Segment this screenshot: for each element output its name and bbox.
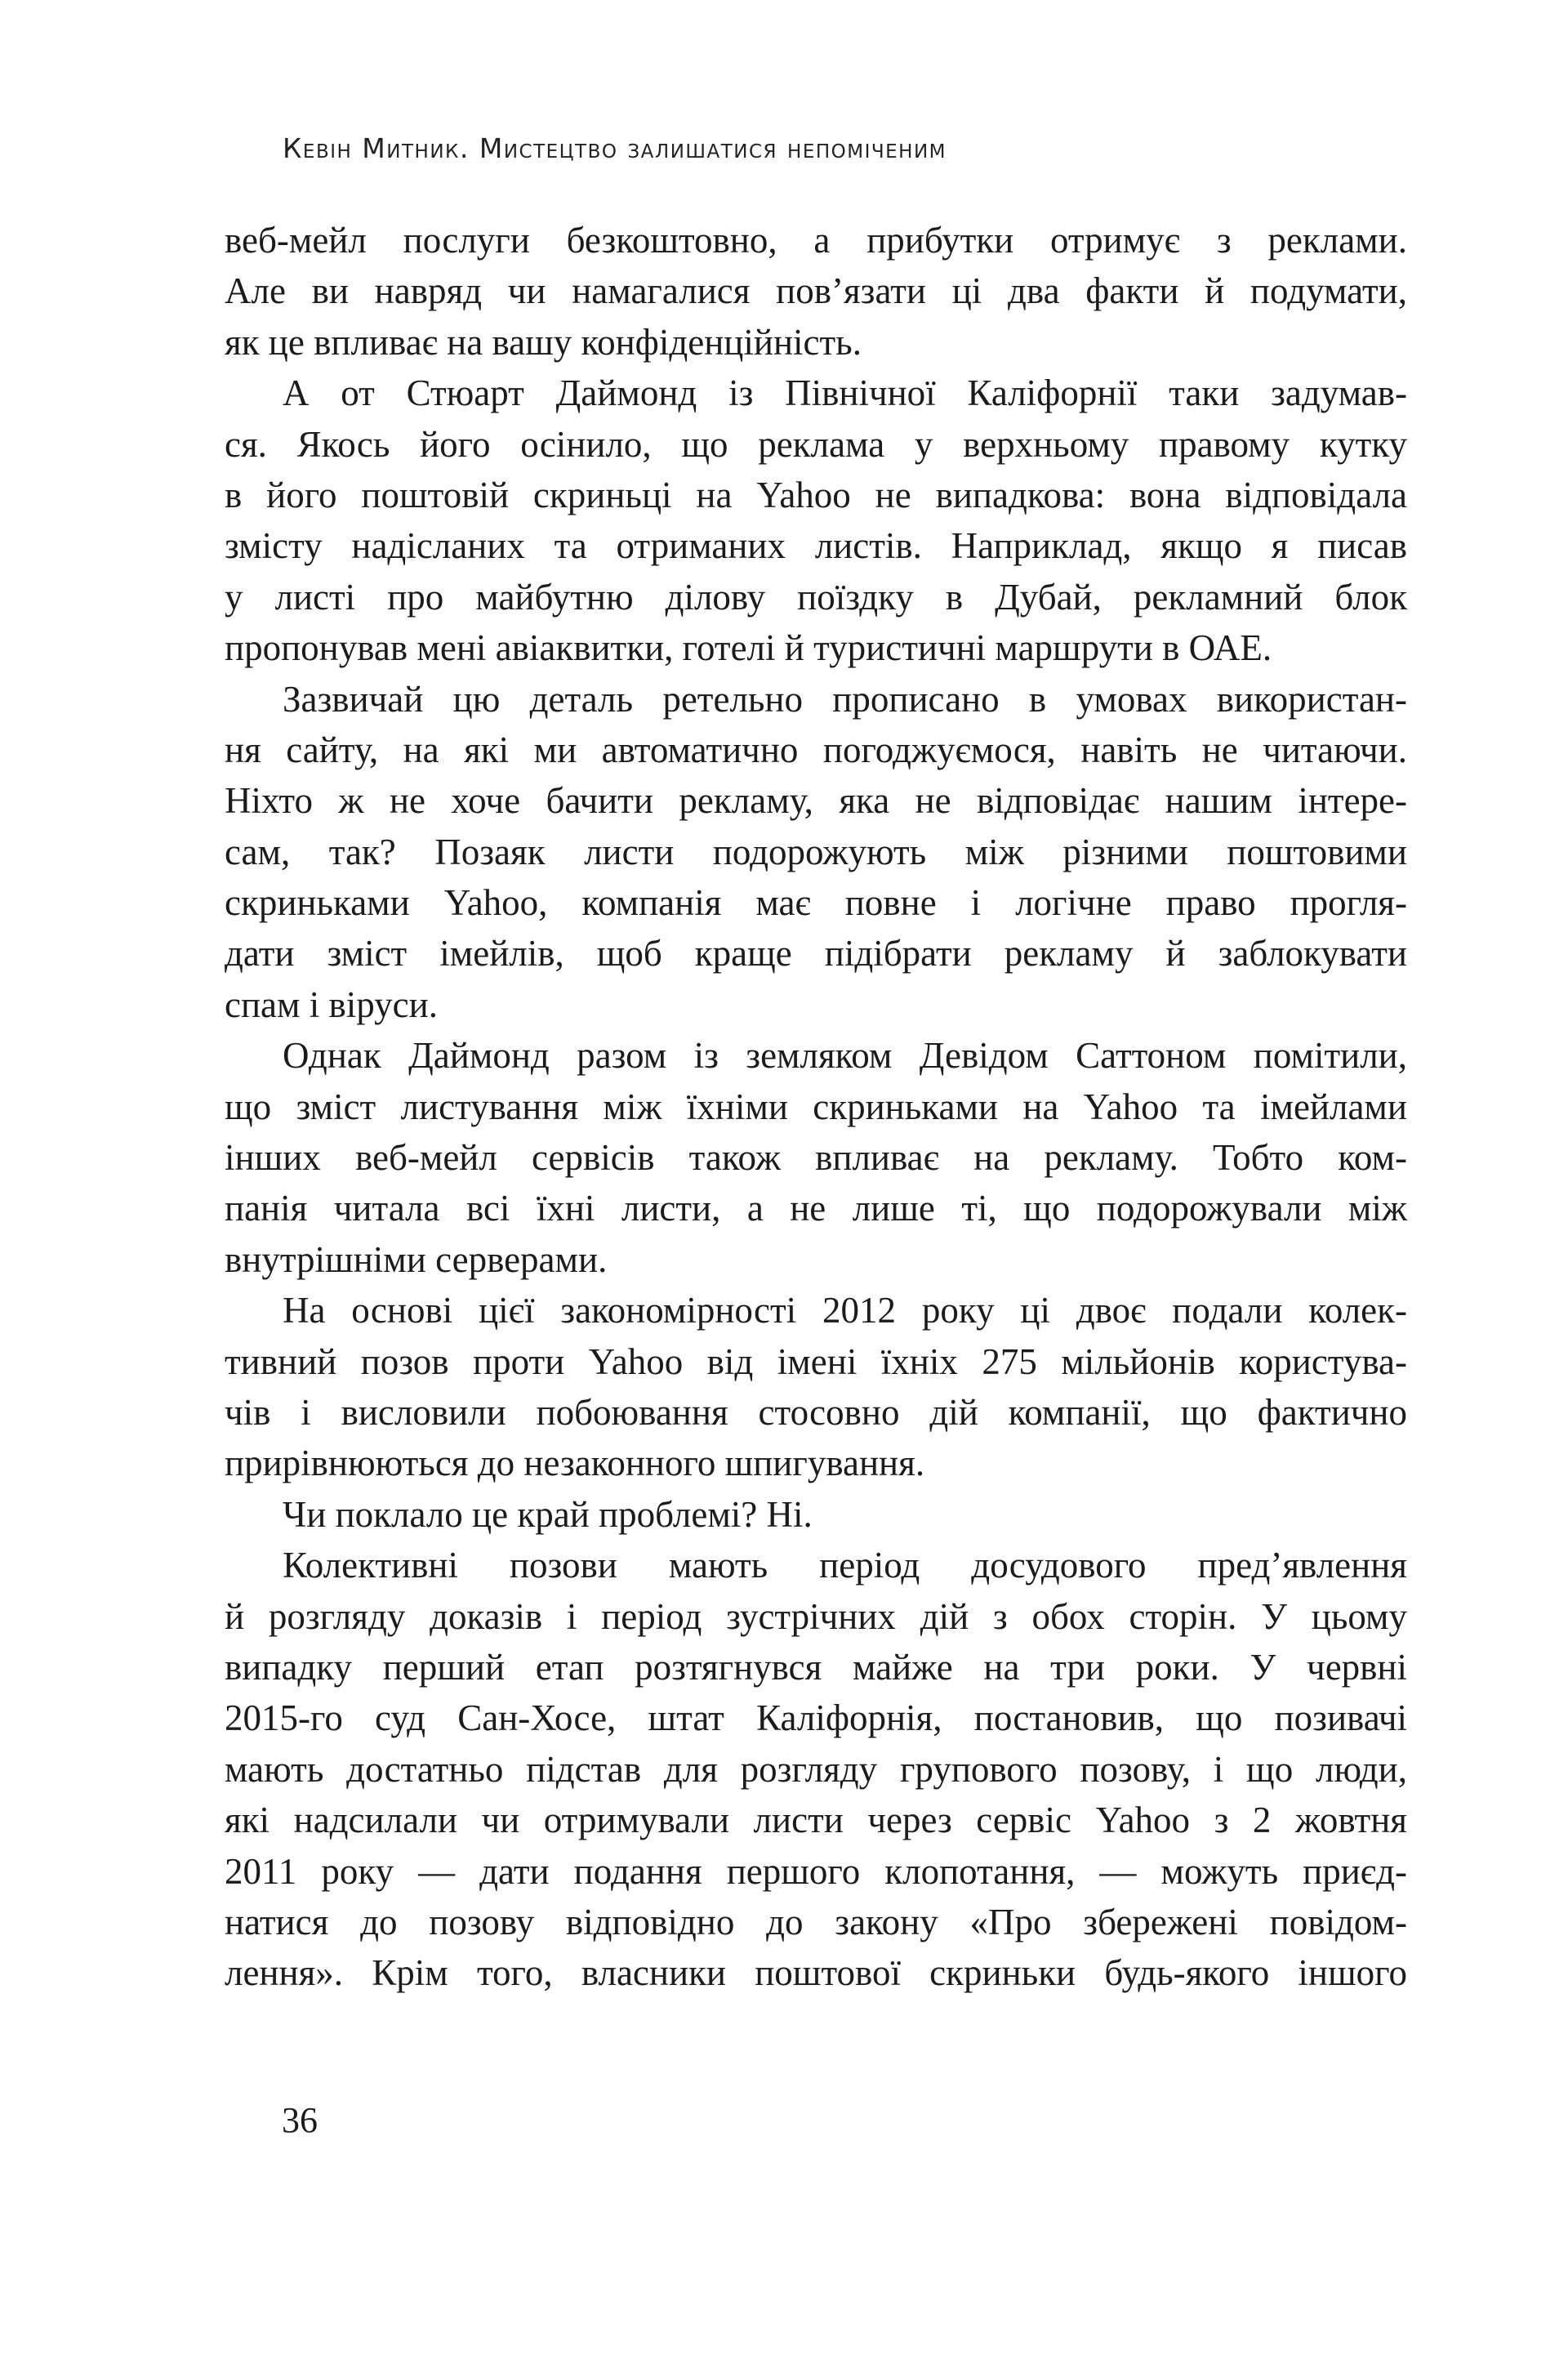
text-line: Зазвичай цю деталь ретельно прописано в умовах використан- <box>283 678 1407 720</box>
text-line: ся. Якось його осінило, що реклама у верхньому правому кутку <box>225 423 1407 465</box>
text-line: пропонував мені авіаквитки, готелі й туристичні маршрути в ОАЕ. <box>225 627 1272 669</box>
text-line: лення». Крім того, власники поштової скриньки будь-якого іншого <box>225 1952 1407 1994</box>
text-line: спам і віруси. <box>225 983 438 1025</box>
text-line: На основі цієї закономірності 2012 року ці двоє подали колек- <box>283 1290 1407 1331</box>
text-line: Однак Даймонд разом із земляком Девідом Саттоном помітили, <box>283 1035 1407 1077</box>
body-text <box>225 215 1407 1999</box>
text-line: Колективні позови мають період досудового пред’явлення <box>283 1545 1407 1586</box>
text-line: Але ви навряд чи намагалися пов’язати ці два факти й подумати, <box>225 270 1407 312</box>
text-line: А от Стюарт Даймонд із Північної Каліфорнії таки задумав- <box>283 372 1407 414</box>
text-line: 2015-го суд Сан-Хосе, штат Каліфорнія, постановив, що позивачі <box>225 1697 1407 1739</box>
text-line: ня сайту, на які ми автоматично погоджуємося, навіть не читаючи. <box>225 729 1407 770</box>
page-number: 36 <box>282 2100 318 2140</box>
text-line: й розгляду доказів і період зустрічних дій з обох сторін. У цьому <box>225 1595 1407 1637</box>
text-line: прирівнюються до незаконного шпигування. <box>225 1443 925 1484</box>
text-line: 2011 року — дати подання першого клопотання, — можуть приєд- <box>225 1850 1407 1892</box>
text-line: натися до позову відповідно до закону «Про збережені повідом- <box>225 1901 1407 1942</box>
text-line: що зміст листування між їхніми скриньками на Yahoo та імейлами <box>225 1086 1407 1127</box>
text-line: змісту надісланих та отриманих листів. Наприклад, якщо я писав <box>225 525 1407 567</box>
running-head: Кевін Митник. Мистецтво залишатися непоміченим <box>283 132 947 164</box>
text-line: сам, так? Позаяк листи подорожують між різними поштовими <box>225 831 1407 872</box>
text-line: скриньками Yahoo, компанія має повне і логічне право прогля- <box>225 882 1407 924</box>
text-line: у листі про майбутню ділову поїздку в Дубай, рекламний блок <box>225 576 1407 618</box>
text-line: дати зміст імейлів, щоб краще підібрати рекламу й заблокувати <box>225 933 1407 975</box>
text-line: в його поштовій скриньці на Yahoo не випадкова: вона відповідала <box>225 474 1407 515</box>
text-line: панія читала всі їхні листи, а не лише ті, що подорожували між <box>225 1188 1407 1229</box>
text-line: Ніхто ж не хоче бачити рекламу, яка не відповідає нашим інтере- <box>225 780 1407 822</box>
text-line: випадку перший етап розтягнувся майже на три роки. У червні <box>225 1646 1407 1688</box>
text-line: інших веб-мейл сервісів також впливає на рекламу. Тобто ком- <box>225 1137 1407 1179</box>
text-line: веб-мейл послуги безкоштовно, а прибутки отримує з реклами. <box>225 220 1407 261</box>
text-line: як це впливає на вашу конфіденційність. <box>225 321 862 363</box>
text-line: які надсилали чи отримували листи через сервіс Yahoo з 2 жовтня <box>225 1800 1407 1841</box>
text-line: мають достатньо підстав для розгляду групового позову, і що люди, <box>225 1748 1407 1790</box>
text-line: тивний позов проти Yahoo від імені їхніх 275 мільйонів користува- <box>225 1340 1407 1382</box>
text-line: чів і висловили побоювання стосовно дій компанії, що фактично <box>225 1391 1407 1433</box>
text-line: Чи поклало це край проблемі? Ні. <box>283 1493 813 1535</box>
text-line: внутрішніми серверами. <box>225 1238 608 1280</box>
